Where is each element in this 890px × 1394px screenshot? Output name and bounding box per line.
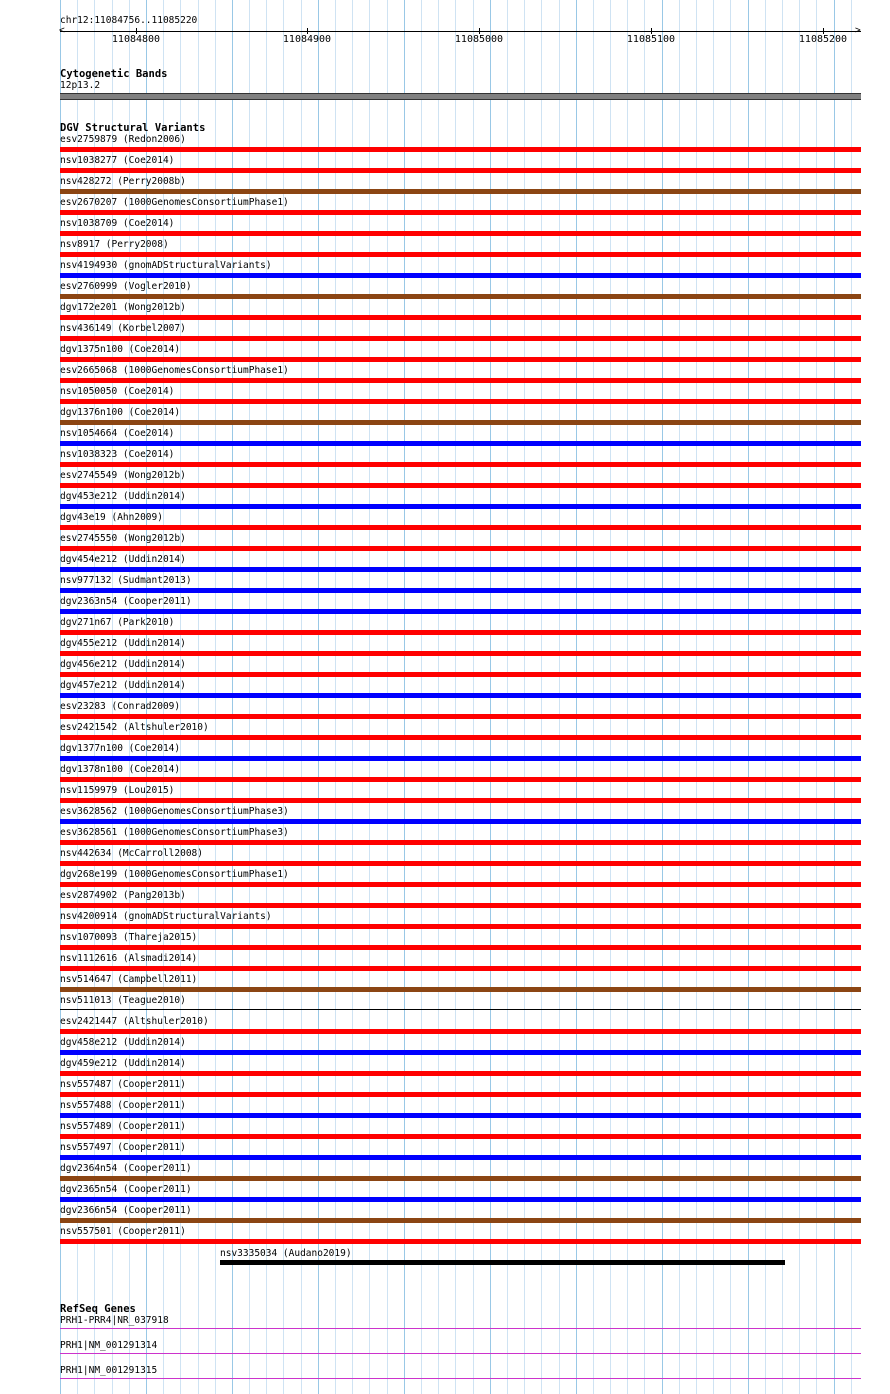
variant-label: esv2421542 (Altshuler2010) (60, 722, 209, 733)
variant-label: nsv557497 (Cooper2011) (60, 1142, 186, 1153)
ruler-tick-label: 11085100 (626, 34, 676, 45)
variant-bar[interactable] (60, 252, 861, 257)
variant-bar[interactable] (60, 210, 861, 215)
variant-label: esv3628562 (1000GenomesConsortiumPhase3) (60, 806, 289, 817)
gene-intron-line[interactable] (60, 1328, 861, 1329)
variant-label: nsv1038277 (Coe2014) (60, 155, 175, 166)
variant-bar[interactable] (60, 1197, 861, 1202)
variant-label: nsv557489 (Cooper2011) (60, 1121, 186, 1132)
variant-bar[interactable] (60, 945, 861, 950)
variant-bar[interactable] (60, 651, 861, 656)
variant-bar[interactable] (60, 1176, 861, 1181)
ruler-tick-label: 11084900 (282, 34, 332, 45)
variant-label: dgv1376n100 (Coe2014) (60, 407, 181, 418)
variant-bar[interactable] (60, 714, 861, 719)
variant-label: dgv2365n54 (Cooper2011) (60, 1184, 192, 1195)
variant-bar[interactable] (60, 735, 861, 740)
variant-bar[interactable] (60, 1050, 861, 1055)
variant-bar[interactable] (60, 882, 861, 887)
variant-label: nsv557501 (Cooper2011) (60, 1226, 186, 1237)
variant-bar[interactable] (60, 1092, 861, 1097)
variant-label: dgv2364n54 (Cooper2011) (60, 1163, 192, 1174)
variant-label: esv2745549 (Wong2012b) (60, 470, 186, 481)
variant-bar[interactable] (60, 546, 861, 551)
variant-bar[interactable] (60, 504, 861, 509)
variant-bar[interactable] (60, 609, 861, 614)
variant-label: dgv458e212 (Uddin2014) (60, 1037, 186, 1048)
variant-label: dgv43e19 (Ahn2009) (60, 512, 163, 523)
variant-label: dgv1378n100 (Coe2014) (60, 764, 181, 775)
variant-bar[interactable] (60, 1218, 861, 1223)
variant-bar[interactable] (60, 420, 861, 425)
cytoband-title: Cytogenetic Bands (60, 68, 168, 80)
variant-bar[interactable] (60, 1113, 861, 1118)
variant-bar[interactable] (60, 693, 861, 698)
variant-label: dgv454e212 (Uddin2014) (60, 554, 186, 565)
variant-bar[interactable] (60, 231, 861, 236)
variant-bar[interactable] (60, 147, 861, 152)
variant-label: nsv1112616 (Alsmadi2014) (60, 953, 198, 964)
variant-label: nsv977132 (Sudmant2013) (60, 575, 192, 586)
variant-label: esv2745550 (Wong2012b) (60, 533, 186, 544)
variant-label: dgv459e212 (Uddin2014) (60, 1058, 186, 1069)
variant-label: esv2421447 (Altshuler2010) (60, 1016, 209, 1027)
variant-label: dgv271n67 (Park2010) (60, 617, 175, 628)
cytoband-label: 12p13.2 (60, 80, 101, 91)
variant-label: nsv4200914 (gnomADStructuralVariants) (60, 911, 272, 922)
variant-label: nsv442634 (McCarroll2008) (60, 848, 203, 859)
variant-label: nsv514647 (Campbell2011) (60, 974, 198, 985)
variant-bar[interactable] (60, 273, 861, 278)
variant-bar[interactable] (60, 924, 861, 929)
variant-label: nsv1070093 (Thareja2015) (60, 932, 198, 943)
ruler-tick-label: 11084800 (111, 34, 161, 45)
ruler-right-arrow: > (855, 25, 861, 36)
variant-bar[interactable] (60, 777, 861, 782)
variant-bar[interactable] (60, 336, 861, 341)
variant-bar[interactable] (60, 357, 861, 362)
variant-label: esv2670207 (1000GenomesConsortiumPhase1) (60, 197, 289, 208)
variant-bar[interactable] (60, 1029, 861, 1034)
variant-bar[interactable] (60, 1071, 861, 1076)
locus-label: chr12:11084756..11085220 (60, 15, 198, 26)
variant-label: dgv455e212 (Uddin2014) (60, 638, 186, 649)
variant-label: esv2760999 (Vogler2010) (60, 281, 192, 292)
variant-bar[interactable] (60, 1155, 861, 1160)
variant-label: dgv268e199 (1000GenomesConsortiumPhase1) (60, 869, 289, 880)
variant-bar[interactable] (60, 189, 861, 194)
variant-label: dgv1377n100 (Coe2014) (60, 743, 181, 754)
cytoband-bar[interactable] (60, 93, 861, 100)
gene-label: PRH1|NM_001291314 (60, 1340, 158, 1351)
gene-intron-line[interactable] (60, 1353, 861, 1354)
variant-bar[interactable] (60, 987, 861, 992)
variant-label: nsv511013 (Teague2010) (60, 995, 186, 1006)
variant-bar[interactable] (60, 819, 861, 824)
ruler-axis (60, 31, 861, 32)
variant-label: nsv557488 (Cooper2011) (60, 1100, 186, 1111)
variant-bar[interactable] (60, 399, 861, 404)
ruler-left-arrow: < (59, 25, 65, 36)
variant-bar[interactable] (60, 168, 861, 173)
partial-variant-bar[interactable] (220, 1260, 785, 1265)
variant-label: nsv1038323 (Coe2014) (60, 449, 175, 460)
gene-intron-line[interactable] (60, 1378, 861, 1379)
variant-label: dgv2366n54 (Cooper2011) (60, 1205, 192, 1216)
variant-bar[interactable] (60, 861, 861, 866)
variant-label: nsv1038709 (Coe2014) (60, 218, 175, 229)
variant-label: esv2665068 (1000GenomesConsortiumPhase1) (60, 365, 289, 376)
variant-bar[interactable] (60, 630, 861, 635)
partial-variant-label: nsv3335034 (Audano2019) (220, 1248, 352, 1259)
variant-label: esv2874902 (Pang2013b) (60, 890, 186, 901)
variant-label: nsv1159979 (Lou2015) (60, 785, 175, 796)
variant-bar[interactable] (60, 588, 861, 593)
variant-label: nsv4194930 (gnomADStructuralVariants) (60, 260, 272, 271)
variant-label: dgv456e212 (Uddin2014) (60, 659, 186, 670)
variant-label: esv23283 (Conrad2009) (60, 701, 181, 712)
variant-bar[interactable] (60, 294, 861, 299)
variant-bar[interactable] (60, 315, 861, 320)
gene-label: PRH1-PRR4|NR_037918 (60, 1315, 169, 1326)
refseq-title: RefSeq Genes (60, 1303, 136, 1315)
variant-label: nsv436149 (Korbel2007) (60, 323, 186, 334)
variant-bar[interactable] (60, 672, 861, 677)
variant-bar[interactable] (60, 756, 861, 761)
variant-label: dgv457e212 (Uddin2014) (60, 680, 186, 691)
variant-label: nsv1050050 (Coe2014) (60, 386, 175, 397)
variant-bar[interactable] (60, 567, 861, 572)
variant-bar[interactable] (60, 966, 861, 971)
ruler-tick-label: 11085000 (454, 34, 504, 45)
variant-label: nsv428272 (Perry2008b) (60, 176, 186, 187)
variant-label: dgv1375n100 (Coe2014) (60, 344, 181, 355)
variant-label: esv3628561 (1000GenomesConsortiumPhase3) (60, 827, 289, 838)
variant-label: dgv172e201 (Wong2012b) (60, 302, 186, 313)
variant-bar[interactable] (60, 462, 861, 467)
dgv-title: DGV Structural Variants (60, 122, 206, 134)
variant-label: nsv8917 (Perry2008) (60, 239, 169, 250)
variant-bar[interactable] (60, 1239, 861, 1244)
variant-bar[interactable] (60, 798, 861, 803)
variant-bar[interactable] (60, 1134, 861, 1139)
variant-label: nsv557487 (Cooper2011) (60, 1079, 186, 1090)
variant-bar[interactable] (60, 840, 861, 845)
variant-label: esv2759879 (Redon2006) (60, 134, 186, 145)
gene-label: PRH1|NM_001291315 (60, 1365, 158, 1376)
variant-bar[interactable] (60, 483, 861, 488)
variant-label: nsv1054664 (Coe2014) (60, 428, 175, 439)
variant-label: dgv2363n54 (Cooper2011) (60, 596, 192, 607)
variant-bar[interactable] (60, 441, 861, 446)
variant-bar[interactable] (60, 903, 861, 908)
variant-bar[interactable] (60, 378, 861, 383)
variant-bar[interactable] (60, 1009, 861, 1010)
ruler-tick-label: 11085200 (798, 34, 848, 45)
variant-label: dgv453e212 (Uddin2014) (60, 491, 186, 502)
variant-bar[interactable] (60, 525, 861, 530)
